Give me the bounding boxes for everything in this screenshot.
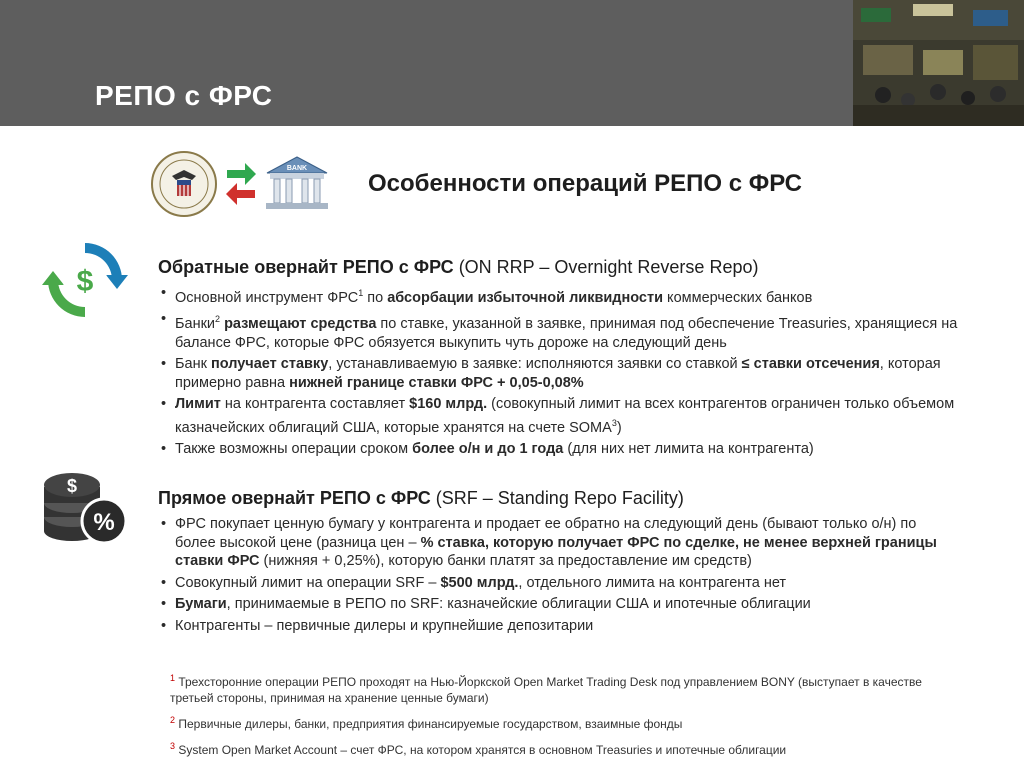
list-item: • Банк получает ставку, устанавливаемую в заявке: исполняются заявки со ставкой ≤ ставки отсечения, которая примерно равна нижней границе ставки ФРС + 0,05-0,08%	[158, 355, 958, 392]
section-title-srf: Прямое овернайт РЕПО с ФРС (SRF – Standing Repo Facility)	[158, 488, 684, 508]
bank-building-icon	[262, 153, 332, 213]
list-item: • Совокупный лимит на операции SRF – $500 млрд., отдельного лимита на контрагента нет	[158, 574, 958, 593]
main-title: Особенности операций РЕПО с ФРС	[368, 170, 802, 197]
header-bar	[0, 0, 1024, 126]
list-item: • Контрагенты – первичные дилеры и крупнейшие депозитарии	[158, 617, 958, 636]
list-item: • Основной инструмент ФРС$^1$ по абсорбации избыточной ликвидности коммерческих банков	[158, 284, 958, 307]
footnote: $^2$ Первичные дилеры, банки, предприятия финансируемые государством, взаимные фонды	[170, 715, 683, 731]
list-item: • ФРС покупает ценную бумагу у контрагента и продает ее обратно на следующий день (бывают только о/н) по более высокой цене (разница цен – % ставка, которую получает ФРС по сделке, не менее верхней границы ставки ФРС (нижняя + 0,25%), которую банки платят за предоставление им средств)	[158, 515, 958, 571]
svg-text:$: $	[76, 265, 94, 298]
footnotes	[170, 670, 930, 764]
coins-percent-icon	[40, 467, 130, 547]
svg-text:%: %	[93, 509, 115, 536]
section-srf	[158, 488, 958, 638]
list-item: • Банки$^2$ размещают средства по ставке, указанной в заявке, принимая под обеспечение Treasuries, хранящиеся на балансе ФРС, которые ФРС обязуется выкупить чуть дороже на следующий день	[158, 310, 958, 352]
svg-text:$: $	[66, 476, 78, 496]
list-item: • Бумаги, принимаемые в РЕПО по SRF: казначейские облигации США и ипотечные облигации	[158, 595, 958, 614]
federal-reserve-seal-icon	[150, 150, 218, 218]
section-on-rrp	[158, 257, 958, 461]
footnote: $^1$ Трехсторонние операции РЕПО проходят на Нью-Йоркской Open Market Trading Desk под управлением BONY (выступает в качестве третьей стороны, принимая на хранение ценные бумаги)	[170, 673, 922, 705]
dollar-cycle-icon	[42, 237, 128, 323]
exchange-arrows-icon	[225, 160, 257, 208]
list-item: • Лимит на контрагента составляет $160 млрд. (совокупный лимит на всех контрагентов ограничен только объемом казначейских облигаций США, которые хранятся на счете SOMA$^3$)	[158, 395, 958, 437]
footnote: $^3$ System Open Market Account – счет ФРС, на котором хранятся в основном Treasuries и ипотечные облигации	[170, 741, 787, 757]
bullet-list-on-rrp	[158, 284, 958, 458]
section-title-on-rrp: Обратные овернайт РЕПО с ФРС (ON RRP – Overnight Reverse Repo)	[158, 257, 759, 277]
page-title: РЕПО с ФРС	[95, 80, 273, 111]
list-item: • Также возможны операции сроком более о/н и до 1 года (для них нет лимита на контрагента)	[158, 440, 958, 459]
bank-sign-label: BANK	[286, 165, 308, 172]
bullet-list-srf	[158, 515, 958, 635]
trading-floor-photo	[853, 0, 1024, 126]
